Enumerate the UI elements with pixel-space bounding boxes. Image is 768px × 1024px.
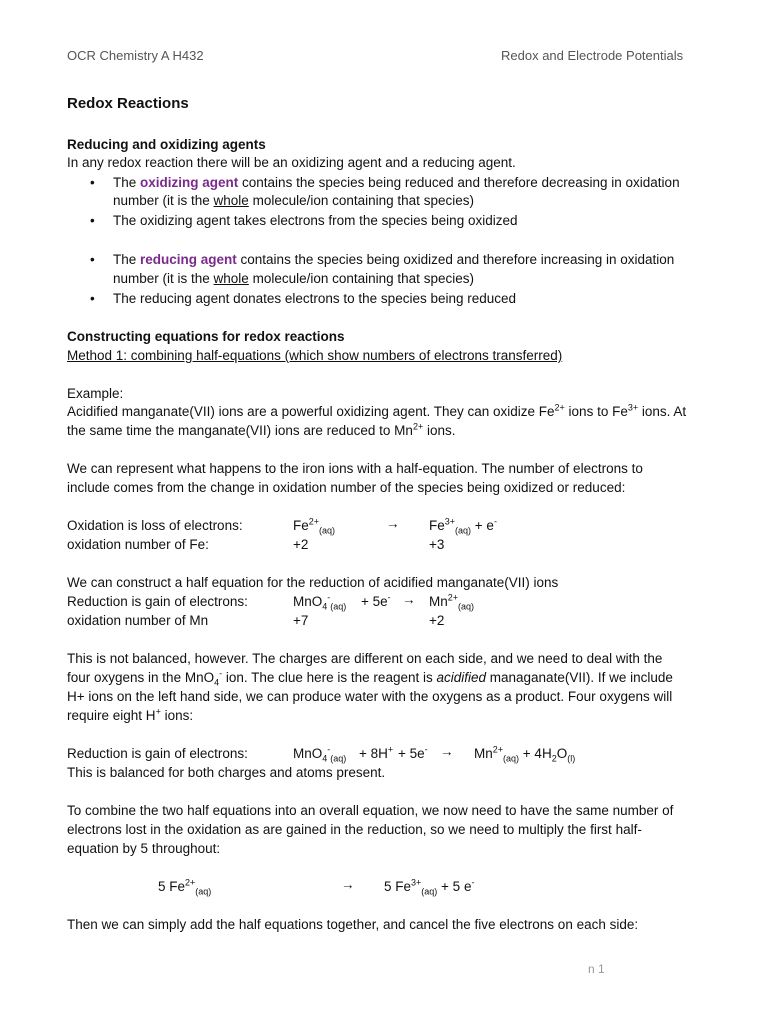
ex-l1-a: Acidified manganate(VII) ions are a powerful oxidizing agent. They can oxidize Fe: [67, 404, 555, 419]
red2-water-sub2: 2: [551, 753, 557, 764]
p3-l2-sup: -: [219, 668, 223, 679]
bullet-2: •: [90, 213, 95, 228]
red-mno-sub: (aq): [330, 601, 347, 612]
oxidizing-agent-term: oxidizing agent: [140, 175, 239, 190]
red2-mno: MnO: [293, 746, 323, 761]
p3-l2-a: four oxygens in the MnO: [67, 670, 215, 685]
example-label: Example:: [67, 386, 124, 401]
page-number: n 1: [588, 962, 605, 976]
oxn-mn-label: oxidation number of Mn: [67, 613, 209, 628]
ex-l2-a: the same time the manganate(VII) ions are reduced to Mn: [67, 423, 413, 438]
eq5-right-text: 5 Fe: [384, 879, 412, 894]
para-1-line-1: We can represent what happens to the iron ions with a half-equation. The number of electrons to: [67, 461, 643, 476]
intro-text: In any redox reaction there will be an oxidizing agent and a reducing agent.: [67, 155, 516, 170]
para-3-line-3: H+ ions on the left hand side, we can produce water with the oxygens as a product. Four oxygens will: [67, 689, 673, 704]
red-prod-sup: 2+: [447, 592, 459, 603]
reduction-2-arrow: →: [440, 744, 454, 759]
eq5-e-sup: -: [471, 877, 475, 888]
red2-prod-sub: (aq): [503, 753, 520, 764]
bullet-3-post: contains the species being oxidized and therefore increasing in oxidation: [236, 252, 675, 267]
eq5-left-sub: (aq): [195, 886, 212, 897]
red-prod-sub: (aq): [458, 601, 475, 612]
eq5-arrow: →: [341, 877, 355, 892]
ox-fe-sub: (aq): [319, 525, 336, 536]
reduction-product: [429, 592, 475, 612]
example-line-1: [67, 404, 686, 419]
eq5-left-sup: 2+: [185, 877, 196, 888]
ex-l1-sup1: 2+: [554, 402, 565, 413]
reduction-label: Reduction is gain of electrons:: [67, 594, 248, 609]
bullet-1-text: [113, 175, 680, 190]
ox-fe-sup: 2+: [308, 516, 320, 527]
p3-l4-b: ions:: [160, 708, 194, 723]
ox-fe: Fe: [293, 518, 309, 533]
para-2: We can construct a half equation for the reduction of acidified manganate(VII) ions: [67, 575, 559, 590]
red-mno-sup: -: [327, 592, 331, 603]
red2-sub: (aq): [330, 753, 347, 764]
red-mno: MnO: [293, 594, 323, 609]
para-4-line-3: equation by 5 throughout:: [67, 841, 221, 856]
ex-l2-b: ions.: [423, 423, 456, 438]
oxn-mn-right: +2: [429, 613, 445, 628]
ex-l1-c: ions. At: [638, 404, 687, 419]
reducing-agent-term: reducing agent: [140, 252, 237, 267]
red2-sub4: 4: [322, 753, 328, 764]
section-heading-agents: Reducing and oxidizing agents: [67, 137, 266, 152]
red2-water: + 4H: [519, 746, 552, 761]
ox-prod-sub: (aq): [455, 525, 472, 536]
ox-e: + e: [471, 518, 494, 533]
p3-l2-c: managanate(VII). If we include: [486, 670, 673, 685]
bullet-1-line2: [113, 193, 474, 208]
para-3-line-1: This is not balanced, however. The charges are different on each side, and we need to deal with the: [67, 651, 663, 666]
page-title: Redox Reactions: [67, 95, 189, 112]
oxn-mn-left: +7: [293, 613, 309, 628]
reduction-2-reactant: [293, 744, 347, 764]
para-4-line-2: electrons lost in the oxidation as are gained in the reduction, so we need to multiply the first half-: [67, 822, 642, 837]
para-1-line-2: include comes from the change in oxidation number of the species being oxidized or reduced:: [67, 480, 626, 495]
ex-l1-b: ions to Fe: [564, 404, 628, 419]
header-left: OCR Chemistry A H432: [67, 48, 204, 63]
eq5-left-text: 5 Fe: [158, 879, 186, 894]
p3-l2-b: ion. The clue here is the reagent is: [222, 670, 437, 685]
red2-water-sub: (l): [567, 753, 576, 764]
eq5-right-sup: 3+: [411, 877, 422, 888]
reduction-2-h: [359, 746, 393, 761]
eq5-left: [158, 877, 212, 897]
bullet-3-text: [113, 252, 674, 267]
bullet-3-pre: The: [113, 252, 141, 267]
p3-l4-sup: +: [155, 706, 161, 717]
header-right: Redox and Electrode Potentials: [501, 48, 684, 63]
red-mno-sub4: 4: [322, 601, 328, 612]
section-heading-equations: Constructing equations for redox reactions: [67, 329, 345, 344]
red2-e-sup: -: [424, 744, 428, 755]
oxidation-arrow: →: [386, 516, 400, 531]
bullet-2-text: The oxidizing agent takes electrons from the species being oxidized: [113, 213, 518, 228]
red2-prod: Mn: [474, 746, 493, 761]
example-line-2: [67, 423, 455, 438]
oxn-fe-left: +2: [293, 537, 309, 552]
reduction-2-label: Reduction is gain of electrons:: [67, 746, 248, 761]
p3-l2-sub: 4: [214, 677, 220, 688]
para-4-line-1: To combine the two half equations into an overall equation, we now need to have the same number of: [67, 803, 674, 818]
red-e-sup: -: [387, 592, 391, 603]
eq5-right: [384, 877, 475, 897]
ex-l2-sup: 2+: [412, 421, 424, 432]
reduction-arrow: →: [402, 592, 416, 607]
bullet-1: •: [90, 175, 95, 190]
red2-sup: -: [327, 744, 331, 755]
ox-prod-sup: 3+: [444, 516, 456, 527]
p3-l2-italic: acidified: [436, 670, 487, 685]
bullet-3-line2-post: molecule/ion containing that species): [248, 271, 474, 286]
reduction-reactant: [293, 592, 347, 612]
bullet-1-pre: The: [113, 175, 141, 190]
method-1-heading: Method 1: combining half-equations (which show numbers of electrons transferred): [67, 348, 563, 363]
balanced-text: This is balanced for both charges and atoms present.: [67, 765, 386, 780]
ex-l1-sup2: 3+: [627, 402, 639, 413]
bullet-1-post: contains the species being reduced and therefore decreasing in oxidation: [238, 175, 680, 190]
oxn-fe-right: +3: [429, 537, 445, 552]
ox-e-sup: -: [493, 516, 497, 527]
red2-h-sup: +: [387, 744, 394, 755]
red2-prod-sup: 2+: [492, 744, 504, 755]
oxidation-product: [429, 516, 497, 536]
bullet-1-line2-post: molecule/ion containing that species): [248, 193, 474, 208]
ox-prod: Fe: [429, 518, 445, 533]
bullet-3-line2-pre: number (it is the: [113, 271, 214, 286]
reduction-2-electrons: [398, 746, 428, 761]
oxidation-label: Oxidation is loss of electrons:: [67, 518, 243, 533]
bullet-4: •: [90, 291, 95, 306]
reduction-2-product: [474, 744, 576, 764]
bullet-3: •: [90, 252, 95, 267]
p3-l4-a: require eight H: [67, 708, 156, 723]
red2-e: + 5e: [398, 746, 425, 761]
red-prod: Mn: [429, 594, 448, 609]
eq5-e: + 5 e: [437, 879, 472, 894]
whole-underlined-2: whole: [213, 271, 249, 286]
red2-water-o: O: [556, 746, 568, 761]
bullet-3-line2: [113, 271, 474, 286]
bullet-4-text: The reducing agent donates electrons to the species being reduced: [113, 291, 517, 306]
oxidation-reactant: [293, 516, 336, 536]
para-3-line-4: [67, 708, 193, 723]
final-text: Then we can simply add the half equations together, and cancel the five electrons on each side:: [67, 917, 639, 932]
oxn-fe-label: oxidation number of Fe:: [67, 537, 209, 552]
red-e: + 5e: [361, 594, 388, 609]
whole-underlined: whole: [213, 193, 249, 208]
para-3-line-2: [67, 668, 673, 688]
red2-h: + 8H: [359, 746, 388, 761]
bullet-1-line2-pre: number (it is the: [113, 193, 214, 208]
reduction-electrons: [361, 594, 391, 609]
eq5-right-sub: (aq): [421, 886, 438, 897]
